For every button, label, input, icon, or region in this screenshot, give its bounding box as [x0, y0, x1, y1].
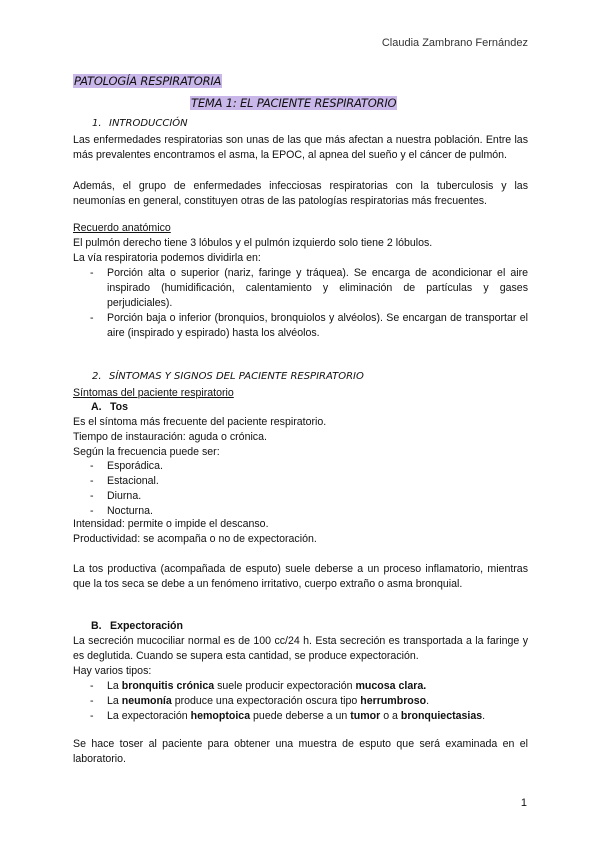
tos-line-1: Es el síntoma más frecuente del paciente respiratorio. — [73, 416, 327, 428]
recuerdo-anatomico-heading: Recuerdo anatómico — [73, 222, 171, 234]
via-text: La vía respiratoria podemos dividirla en: — [73, 252, 261, 264]
list-item: - Porción alta o superior (nariz, faringe y tráquea). Se encarga de acondicionar el aire inspirado (humidificación, calentamiento y eliminación de partículas y gases perjudiciales). — [90, 267, 528, 310]
tos-paragraph: La tos productiva (acompañada de esputo) suele deberse a un proceso inflamatorio, mientras que la tos seca se debe a un fenómeno irritativo, cuerpo extraño o asma bronquial. — [73, 563, 528, 591]
list-item: - La expectoración hemoptoica puede deberse a un tumor o a bronquiectasias. — [90, 710, 486, 723]
expectoracion-list — [73, 679, 528, 724]
expectoracion-paragraph-2: Se hace toser al paciente para obtener una muestra de esputo que será examinada en el laboratorio. — [73, 738, 528, 766]
expectoracion-tipos: Hay varios tipos: — [73, 665, 152, 677]
page-number: 1 — [520, 797, 527, 809]
intro-paragraph-1: Las enfermedades respiratorias son unas de las que más afectan a nuestra población. Entre las más prevalentes encontramos el asma, la EPOC, al apnea del sueño y el cáncer de pulmón. — [73, 134, 528, 162]
tos-frecuencia-list — [73, 459, 528, 519]
tos-line-2: Tiempo de instauración: aguda o crónica. — [73, 431, 267, 443]
document-title: PATOLOGÍA RESPIRATORIA — [74, 74, 222, 88]
section-heading-introduccion — [92, 118, 188, 129]
intro-paragraph-2: Además, el grupo de enfermedades infecciosas respiratorias con la tuberculosis y las neumonías en general, constituyen otras de las patologías respiratorias más frecuentes. — [73, 180, 528, 208]
list-item: - Esporádica. — [90, 460, 163, 472]
section-heading-sintomas — [92, 371, 364, 382]
header-author: Claudia Zambrano Fernández — [381, 37, 528, 49]
sintomas-heading: Síntomas del paciente respiratorio — [73, 387, 234, 399]
list-item: - Diurna. — [90, 490, 142, 503]
subsection-expectoracion: B. Expectoración — [91, 620, 184, 632]
list-item: - Nocturna. — [90, 505, 153, 518]
list-item: - Estacional. — [90, 475, 159, 488]
subsection-tos: A. Tos — [91, 401, 129, 413]
tos-intensidad: Intensidad: permite o impide el descanso. — [73, 518, 269, 530]
list-item: - Porción baja o inferior (bronquios, bronquiolos y alvéolos). Se encargan de transportar el aire (inspirado y espirado) hasta los alvéolos. — [90, 312, 528, 340]
via-list — [73, 266, 528, 341]
tos-productividad: Productividad: se acompaña o no de expectoración. — [73, 533, 317, 545]
expectoracion-paragraph-1: La secreción mucociliar normal es de 100 cc/24 h. Esta secreción es transportada a la faringe y es deglutida. Cuando se supera esta cantidad, se produce expectoración. — [73, 635, 528, 663]
section-title: INTRODUCCIÓN — [109, 118, 188, 129]
section-number: 2. — [92, 371, 102, 382]
tos-line-3: Según la frecuencia puede ser: — [73, 446, 220, 458]
section-number: 1. — [92, 118, 102, 129]
list-item: - La neumonía produce una expectoración oscura tipo herrumbroso. — [90, 695, 430, 708]
lobulos-text: El pulmón derecho tiene 3 lóbulos y el pulmón izquierdo solo tiene 2 lóbulos. — [73, 237, 433, 249]
section-title: SÍNTOMAS Y SIGNOS DEL PACIENTE RESPIRATORIO — [109, 371, 364, 382]
topic-title: TEMA 1: EL PACIENTE RESPIRATORIO — [191, 96, 397, 110]
list-item: - La bronquitis crónica suele producir expectoración mucosa clara. — [90, 680, 427, 692]
